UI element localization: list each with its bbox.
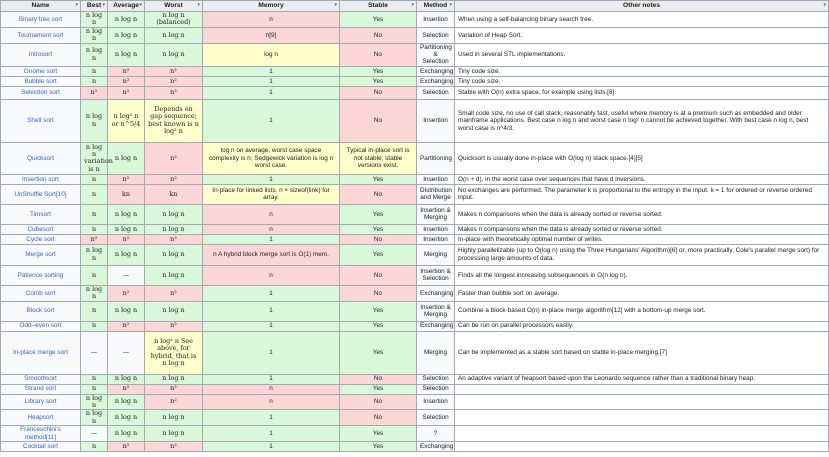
sort-arrow-icon[interactable]: ▾ xyxy=(197,2,200,8)
worst-case-cell: n log² n See above, for hybrid, that is n log n xyxy=(145,331,203,374)
method-cell: Distribution and Merge xyxy=(417,184,455,204)
method-cell: Insertion & Selection xyxy=(417,265,455,285)
memory-cell: log n xyxy=(203,43,340,66)
memory-cell: 1 xyxy=(203,321,340,331)
worst-case-cell: n log n xyxy=(145,301,203,321)
memory-cell: 1 xyxy=(203,99,340,142)
best-case-cell: n² xyxy=(81,86,108,99)
stable-cell: Yes xyxy=(340,426,417,442)
worst-case-cell: n log n xyxy=(145,426,203,442)
average-case-cell: n² xyxy=(108,76,145,86)
sort-arrow-icon[interactable]: ▾ xyxy=(334,2,337,8)
notes-cell xyxy=(455,442,829,452)
method-cell: Insertion xyxy=(417,394,455,410)
table-row xyxy=(1,426,829,442)
best-case-cell: n log n variation is n xyxy=(81,142,108,174)
best-case-cell: n xyxy=(81,66,108,76)
memory-cell: 1 xyxy=(203,86,340,99)
sort-arrow-icon[interactable]: ▾ xyxy=(449,2,452,8)
method-cell: Selection xyxy=(417,86,455,99)
algorithm-name-link[interactable]: Strand sort xyxy=(1,384,81,394)
method-cell: Insertion xyxy=(417,99,455,142)
worst-case-cell: n² xyxy=(145,142,203,174)
table-row xyxy=(1,43,829,66)
table-row xyxy=(1,86,829,99)
average-case-cell: n² xyxy=(108,86,145,99)
stable-cell: No xyxy=(340,184,417,204)
worst-case-cell: n² xyxy=(145,384,203,394)
method-cell: Selection xyxy=(417,384,455,394)
notes-cell: Variation of Heap Sort. xyxy=(455,27,829,43)
stable-cell: Yes xyxy=(340,244,417,265)
notes-cell: An adaptive variant of heapsort based upon the Leonardo sequence rather than a traditional binary heap. xyxy=(455,374,829,384)
notes-cell: Can be implemented as a stable sort based on stable in-place merging.[7] xyxy=(455,331,829,374)
algorithm-name-link[interactable]: Odd–even sort xyxy=(1,321,81,331)
worst-case-cell: n log n xyxy=(145,204,203,224)
stable-cell: No xyxy=(340,265,417,285)
average-case-cell: n² xyxy=(108,234,145,244)
table-row xyxy=(1,76,829,86)
col-header-worst[interactable]: Worst ▾ xyxy=(145,1,203,12)
memory-cell: 1 xyxy=(203,410,340,426)
average-case-cell: kn xyxy=(108,184,145,204)
worst-case-cell: n log n xyxy=(145,374,203,384)
notes-cell: Tiny code size. xyxy=(455,66,829,76)
method-cell: Exchanging xyxy=(417,321,455,331)
average-case-cell: n² xyxy=(108,66,145,76)
algorithm-name-link[interactable]: Heapsort xyxy=(1,410,81,426)
method-cell: Merging xyxy=(417,244,455,265)
notes-cell: Combine a block-based O(n) in-place merge algorithm[12] with a bottom-up merge sort. xyxy=(455,301,829,321)
stable-cell: Yes xyxy=(340,301,417,321)
best-case-cell: n xyxy=(81,374,108,384)
table-row xyxy=(1,234,829,244)
worst-case-cell: n log n (balanced) xyxy=(145,12,203,28)
memory-cell: 1 xyxy=(203,442,340,452)
best-case-cell: n xyxy=(81,174,108,184)
table-row xyxy=(1,374,829,384)
memory-cell: 1 xyxy=(203,331,340,374)
average-case-cell: n log² n or n^5/4 xyxy=(108,99,145,142)
table-row xyxy=(1,27,829,43)
table-row xyxy=(1,442,829,452)
best-case-cell: n xyxy=(81,265,108,285)
table-row xyxy=(1,174,829,184)
worst-case-cell: n² xyxy=(145,442,203,452)
average-case-cell: n² xyxy=(108,174,145,184)
table-row xyxy=(1,301,829,321)
method-cell: Exchanging xyxy=(417,76,455,86)
table-row xyxy=(1,321,829,331)
memory-cell: n xyxy=(203,265,340,285)
stable-cell: Yes xyxy=(340,66,417,76)
memory-cell: n A hybrid block merge sort is O(1) mem. xyxy=(203,244,340,265)
average-case-cell: — xyxy=(108,265,145,285)
memory-cell: n xyxy=(203,12,340,28)
worst-case-cell: n² xyxy=(145,394,203,410)
average-case-cell: n² xyxy=(108,285,145,301)
worst-case-cell: n² xyxy=(145,234,203,244)
algorithm-name-link[interactable]: Bubble sort xyxy=(1,76,81,86)
method-cell: Insertion xyxy=(417,174,455,184)
memory-cell: 1 xyxy=(203,301,340,321)
method-cell: Insertion & Merging xyxy=(417,204,455,224)
best-case-cell: n log n xyxy=(81,285,108,301)
col-header-stable[interactable]: Stable ▾ xyxy=(340,1,417,12)
average-case-cell: n log n xyxy=(108,224,145,234)
best-case-cell: n xyxy=(81,384,108,394)
memory-cell: 1 xyxy=(203,234,340,244)
stable-cell: No xyxy=(340,86,417,99)
method-cell: Selection xyxy=(417,374,455,384)
worst-case-cell: n log n xyxy=(145,244,203,265)
col-header-average[interactable]: Average ▾ xyxy=(108,1,145,12)
table-row xyxy=(1,285,829,301)
average-case-cell: n² xyxy=(108,321,145,331)
average-case-cell: n log n xyxy=(108,244,145,265)
algorithm-name-link[interactable]: Cycle sort xyxy=(1,234,81,244)
algorithm-name-link[interactable]: UnShuffle Sort[10] xyxy=(1,184,81,204)
notes-cell: Small code size, no use of call stack, reasonably fast, useful where memory is at a premium such as embedded and older mainframe applications. Best case n log n and worst case n log² n cannot be achieved together. With best case n log n, best worst case is n^4/3. xyxy=(455,99,829,142)
worst-case-cell: n² xyxy=(145,86,203,99)
header-row xyxy=(1,1,829,12)
algorithm-name-link[interactable]: Comb sort xyxy=(1,285,81,301)
memory-cell: n xyxy=(203,394,340,410)
stable-cell: Yes xyxy=(340,384,417,394)
algorithm-name-link[interactable]: Insertion sort xyxy=(1,174,81,184)
stable-cell: Typical in-place sort is not stable; stable versions exist. xyxy=(340,142,417,174)
notes-cell: When using a self-balancing binary search tree. xyxy=(455,12,829,28)
table-row xyxy=(1,394,829,410)
worst-case-cell: Depends on gap sequence; best known is n log² n xyxy=(145,99,203,142)
method-cell: Insertion xyxy=(417,12,455,28)
memory-cell: n xyxy=(203,384,340,394)
table-row xyxy=(1,142,829,174)
stable-cell: Yes xyxy=(340,204,417,224)
worst-case-cell: n² xyxy=(145,321,203,331)
stable-cell: No xyxy=(340,410,417,426)
memory-cell: n xyxy=(203,204,340,224)
notes-cell: Highly parallelizable (up to O(log n) using the Three Hungarians' Algorithm)[6] or, more practically, Cole's parallel merge sort) for processing large amounts of data. xyxy=(455,244,829,265)
algorithm-name-link[interactable]: Cocktail sort xyxy=(1,442,81,452)
table-row xyxy=(1,265,829,285)
average-case-cell: n log n xyxy=(108,301,145,321)
best-case-cell: n xyxy=(81,442,108,452)
table-row xyxy=(1,66,829,76)
stable-cell: No xyxy=(340,43,417,66)
stable-cell: No xyxy=(340,234,417,244)
best-case-cell: — xyxy=(81,426,108,442)
stable-cell: Yes xyxy=(340,174,417,184)
memory-cell: n xyxy=(203,224,340,234)
stable-cell: No xyxy=(340,27,417,43)
notes-cell: Makes n comparisons when the data is already sorted or reverse sorted. xyxy=(455,224,829,234)
average-case-cell: n² xyxy=(108,384,145,394)
method-cell: Selection xyxy=(417,410,455,426)
notes-cell: Finds all the longest increasing subsequences in O(n log n). xyxy=(455,265,829,285)
best-case-cell: n xyxy=(81,76,108,86)
table-row xyxy=(1,244,829,265)
stable-cell: Yes xyxy=(340,76,417,86)
table-row xyxy=(1,410,829,426)
best-case-cell: n xyxy=(81,321,108,331)
table-row xyxy=(1,99,829,142)
worst-case-cell: n² xyxy=(145,76,203,86)
best-case-cell: n log n xyxy=(81,410,108,426)
best-case-cell: n log n xyxy=(81,12,108,28)
col-header-method[interactable]: Method ▾ xyxy=(417,1,455,12)
notes-cell: In-place with theoretically optimal number of writes. xyxy=(455,234,829,244)
best-case-cell: n xyxy=(81,204,108,224)
best-case-cell: n log n xyxy=(81,394,108,410)
stable-cell: Yes xyxy=(340,442,417,452)
memory-cell: 1 xyxy=(203,76,340,86)
stable-cell: Yes xyxy=(340,12,417,28)
worst-case-cell: n log n xyxy=(145,265,203,285)
worst-case-cell: n log n xyxy=(145,224,203,234)
method-cell: Partitioning xyxy=(417,142,455,174)
method-cell: Merging xyxy=(417,331,455,374)
method-cell: Selection xyxy=(417,27,455,43)
memory-cell: 1 xyxy=(203,174,340,184)
memory-cell: 1 xyxy=(203,285,340,301)
table-row xyxy=(1,184,829,204)
average-case-cell: — xyxy=(108,331,145,374)
average-case-cell: n² xyxy=(108,442,145,452)
method-cell: ? xyxy=(417,426,455,442)
best-case-cell: n xyxy=(81,184,108,204)
method-cell: Exchanging xyxy=(417,285,455,301)
table-row xyxy=(1,12,829,28)
algorithm-name-link[interactable]: Tournament sort xyxy=(1,27,81,43)
memory-cell: 1 xyxy=(203,66,340,76)
table-row xyxy=(1,224,829,234)
memory-cell: n[9] xyxy=(203,27,340,43)
table-row xyxy=(1,204,829,224)
notes-cell: Quicksort is usually done in-place with O(log n) stack space.[4][5] xyxy=(455,142,829,174)
average-case-cell: n log n xyxy=(108,12,145,28)
sort-arrow-icon[interactable]: ▾ xyxy=(75,2,78,8)
sort-arrow-icon[interactable]: ▾ xyxy=(139,2,142,8)
algorithm-name-link[interactable]: Timsort xyxy=(1,204,81,224)
method-cell: Insertion xyxy=(417,224,455,234)
algorithm-name-link[interactable]: Merge sort xyxy=(1,244,81,265)
algorithm-name-link[interactable]: Quicksort xyxy=(1,142,81,174)
worst-case-cell: n² xyxy=(145,285,203,301)
method-cell: Exchanging xyxy=(417,442,455,452)
sort-arrow-icon[interactable]: ▾ xyxy=(411,2,414,8)
notes-cell: O(n + d), in the worst case over sequences that have d inversions. xyxy=(455,174,829,184)
average-case-cell: n log n xyxy=(108,426,145,442)
stable-cell: No xyxy=(340,99,417,142)
notes-cell xyxy=(455,426,829,442)
memory-cell: 1 xyxy=(203,426,340,442)
algorithm-name-link[interactable]: Shell sort xyxy=(1,99,81,142)
method-cell: Insertion xyxy=(417,234,455,244)
algorithm-name-link[interactable]: Library sort xyxy=(1,394,81,410)
algorithm-name-link[interactable]: Patience sorting xyxy=(1,265,81,285)
algorithm-name-link[interactable]: In-place merge sort xyxy=(1,331,81,374)
notes-cell xyxy=(455,394,829,410)
table-row xyxy=(1,331,829,374)
algorithm-name-link[interactable]: Smoothsort xyxy=(1,374,81,384)
algorithm-name-link[interactable]: Block sort xyxy=(1,301,81,321)
stable-cell: No xyxy=(340,285,417,301)
best-case-cell: n log n xyxy=(81,27,108,43)
algorithm-name-link[interactable]: Cubesort xyxy=(1,224,81,234)
worst-case-cell: n² xyxy=(145,66,203,76)
worst-case-cell: n² xyxy=(145,174,203,184)
average-case-cell: n log n xyxy=(108,204,145,224)
notes-cell: Used in several STL implementations. xyxy=(455,43,829,66)
memory-cell: log n on average, worst case space complexity is n; Sedgewick variation is log n worst case. xyxy=(203,142,340,174)
best-case-cell: n log n xyxy=(81,43,108,66)
notes-cell: Stable with O(n) extra space, for example using lists.[8] xyxy=(455,86,829,99)
method-cell: Partitioning & Selection xyxy=(417,43,455,66)
col-header-best[interactable]: Best ▾ xyxy=(81,1,108,12)
col-header-memory[interactable]: Memory ▾ xyxy=(203,1,340,12)
notes-cell: Can be run on parallel processors easily. xyxy=(455,321,829,331)
sort-arrow-icon[interactable]: ▾ xyxy=(823,2,826,8)
memory-cell: In-place for linked lists. n × sizeof(link) for array. xyxy=(203,184,340,204)
best-case-cell: n xyxy=(81,224,108,234)
best-case-cell: n² xyxy=(81,234,108,244)
notes-cell: Makes n comparisons when the data is already sorted or reverse sorted. xyxy=(455,204,829,224)
stable-cell: No xyxy=(340,374,417,384)
col-header-name[interactable]: Name ▾ xyxy=(1,1,81,12)
notes-cell xyxy=(455,410,829,426)
worst-case-cell: n log n xyxy=(145,27,203,43)
worst-case-cell: n log n xyxy=(145,43,203,66)
average-case-cell: n log n xyxy=(108,27,145,43)
average-case-cell: n log n xyxy=(108,410,145,426)
average-case-cell: n log n xyxy=(108,43,145,66)
best-case-cell: n log n xyxy=(81,244,108,265)
table-row xyxy=(1,384,829,394)
algorithm-name-link[interactable]: Introsort xyxy=(1,43,81,66)
method-cell: Insertion & Merging xyxy=(417,301,455,321)
stable-cell: Yes xyxy=(340,224,417,234)
stable-cell: Yes xyxy=(340,331,417,374)
memory-cell: 1 xyxy=(203,374,340,384)
notes-cell: No exchanges are performed. The parameter k is proportional to the entropy in the input. k = 1 for ordered or reverse ordered input. xyxy=(455,184,829,204)
worst-case-cell: n log n xyxy=(145,410,203,426)
stable-cell: Yes xyxy=(340,321,417,331)
notes-cell: Tiny code size. xyxy=(455,76,829,86)
worst-case-cell: kn xyxy=(145,184,203,204)
col-header-notes[interactable]: Other notes ▾ xyxy=(455,1,829,12)
best-case-cell: n log n xyxy=(81,99,108,142)
average-case-cell: n log n xyxy=(108,394,145,410)
average-case-cell: n log n xyxy=(108,142,145,174)
best-case-cell: n xyxy=(81,301,108,321)
best-case-cell: — xyxy=(81,331,108,374)
algorithm-name-link[interactable]: Binary tree sort xyxy=(1,12,81,28)
stable-cell: No xyxy=(340,394,417,410)
notes-cell: Faster than bubble sort on average. xyxy=(455,285,829,301)
method-cell: Exchanging xyxy=(417,66,455,76)
algorithm-name-link[interactable]: Selection sort xyxy=(1,86,81,99)
algorithm-name-link[interactable]: Gnome sort xyxy=(1,66,81,76)
notes-cell xyxy=(455,384,829,394)
algorithm-name-link[interactable]: Franceschini's method[11] xyxy=(1,426,81,442)
average-case-cell: n log n xyxy=(108,374,145,384)
sort-arrow-icon[interactable]: ▾ xyxy=(102,2,105,8)
